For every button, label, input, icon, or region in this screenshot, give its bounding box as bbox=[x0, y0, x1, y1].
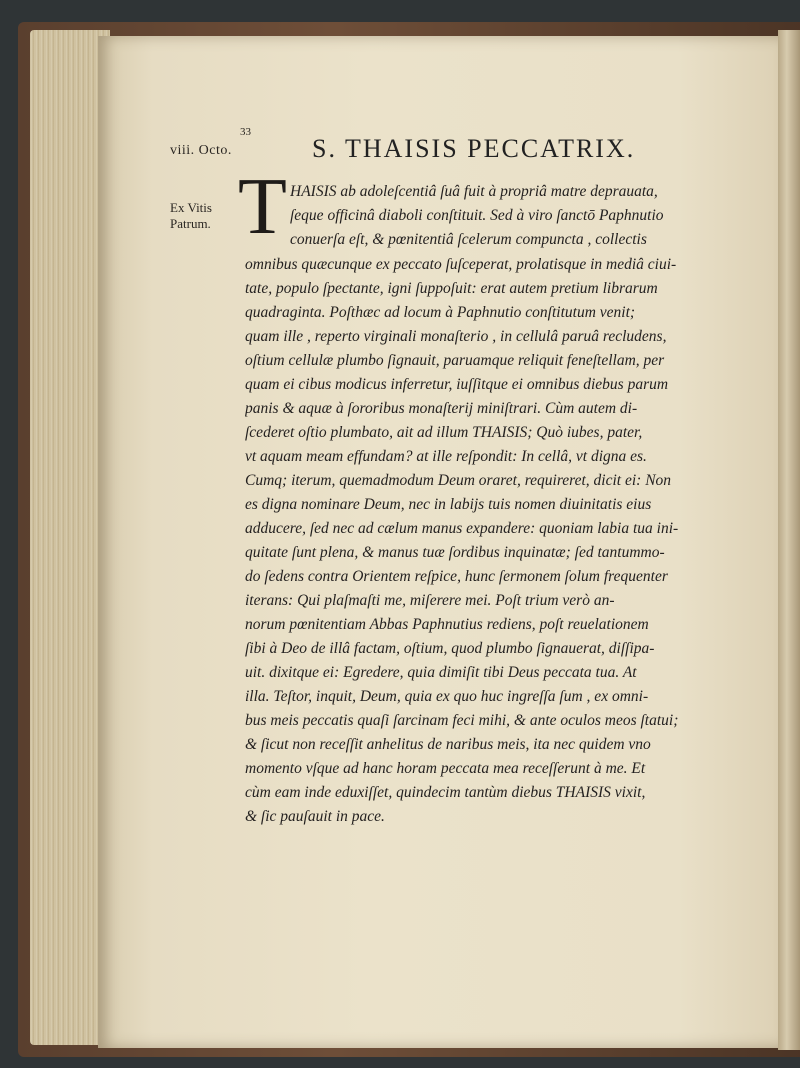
text-line: cùm eam inde eduxiſſet, quindecim tantùm diebus THAISIS vixit, bbox=[245, 784, 646, 801]
text-line: iterans: Qui plaſmaſti me, miſerere mei. Poſt trium verò an- bbox=[245, 592, 615, 609]
facing-page-edge bbox=[778, 30, 800, 1050]
text-line: adducere, ſed nec ad cælum manus expandere: quoniam labia tua ini- bbox=[245, 520, 679, 537]
text-line: HAISIS ab adoleſcentiâ ſuâ fuit à propriâ matre deprauata, bbox=[290, 183, 658, 200]
text-line: quam ei cibus modicus inferretur, iuſſitque ei omnibus diebus parum bbox=[245, 376, 669, 393]
running-head-date: viii. Octo. bbox=[170, 143, 232, 158]
text-line: do ſedens contra Orientem reſpice, hunc ſermonem ſolum frequenter bbox=[245, 568, 668, 585]
marginal-note-line: Ex Vitis bbox=[170, 200, 212, 215]
text-line: tate, populo ſpectante, igni ſuppoſuit: erat autem pretium librarum bbox=[245, 280, 658, 297]
text-line: bus meis peccatis quaſi ſarcinam feci mihi, & ante oculos meos ſtatui; bbox=[245, 712, 679, 729]
marginal-note bbox=[170, 200, 212, 232]
text-line: ſibi à Deo de illâ factam, oſtium, quod plumbo ſignauerat, diſſipa- bbox=[245, 640, 655, 657]
text-line: quam ille , reperto virginali monaſterio , in cellulâ paruâ recludens, bbox=[245, 328, 667, 345]
text-line: & ſicut non receſſit anhelitus de naribus meis, ita nec quidem vno bbox=[245, 736, 651, 753]
page-number: 33 bbox=[240, 126, 251, 138]
text-line: momento vſque ad hanc horam peccata mea receſſerunt à me. Et bbox=[245, 760, 646, 777]
text-line: & ſic pauſauit in pace. bbox=[245, 808, 385, 825]
text-line: quadraginta. Poſthæc ad locum à Paphnutio conſtitutum venit; bbox=[245, 304, 636, 321]
text-line: ſeque officinâ diaboli conſtituit. Sed à viro ſanctō Paphnutio bbox=[290, 207, 664, 224]
text-line: oſtium cellulæ plumbo ſignauit, paruamque reliquit feneſtellam, per bbox=[245, 352, 665, 369]
text-line: panis & aquæ à ſororibus monaſterij miniſtrari. Cùm autem di- bbox=[245, 400, 638, 417]
text-line: uit. dixitque ei: Egredere, quia dimiſit tibi Deus peccata tua. At bbox=[245, 664, 637, 681]
text-line: Cumq; iterum, quemadmodum Deum oraret, requireret, dicit ei: Non bbox=[245, 472, 672, 489]
drop-cap: T bbox=[238, 163, 287, 251]
text-line: vt aquam meam effundam? at ille reſpondit: In cellâ, vt digna es. bbox=[245, 448, 647, 465]
marginal-note-line: Patrum. bbox=[170, 216, 211, 231]
text-line: ſcederet oſtio plumbato, ait ad illum THAISIS; Quò iubes, pater, bbox=[245, 424, 643, 441]
text-line: illa. Teſtor, inquit, Deum, quia ex quo huc ingreſſa ſum , ex omni- bbox=[245, 688, 649, 705]
text-line: norum pœnitentiam Abbas Paphnutius rediens, poſt reuelationem bbox=[245, 616, 649, 633]
page-title: S. THAISIS PECCATRIX. bbox=[312, 134, 636, 163]
text-line: omnibus quæcunque ex peccato ſuſceperat, prolatisque in mediâ ciui- bbox=[245, 256, 677, 273]
text-line: conuerſa eſt, & pœnitentiâ ſcelerum compuncta , collectis bbox=[290, 231, 647, 248]
text-line: quitate ſunt plena, & manus tuæ ſordibus inquinatæ; ſed tantummo- bbox=[245, 544, 665, 561]
text-line: es digna nominare Deum, nec in labijs tuis nomen diuinitatis eius bbox=[245, 496, 652, 513]
